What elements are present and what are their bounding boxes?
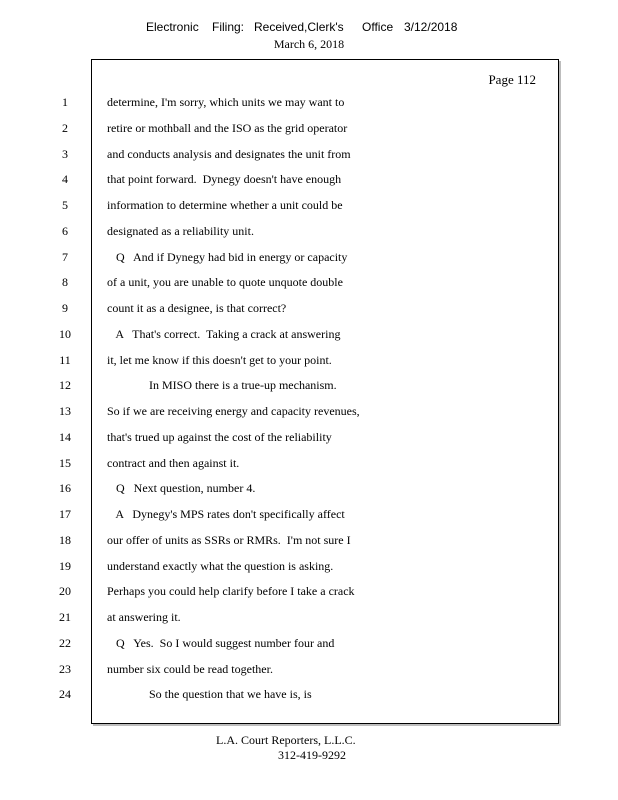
transcript-line-text: it, let me know if this doesn't get to your point. [107,353,332,367]
transcript-line-text: So if we are receiving energy and capacity revenues, [107,404,360,418]
line-number: 12 [59,378,71,392]
filing-header-word-received: Received,Clerk's [254,20,344,34]
transcript-line-text: Q And if Dynegy had bid in energy or capacity [107,250,348,264]
transcript-line-text: A Dynegy's MPS rates don't specifically affect [107,507,345,521]
line-number: 16 [59,481,71,495]
transcript-line-text: understand exactly what the question is asking. [107,559,334,573]
line-number: 13 [59,404,71,418]
transcript-line-text: contract and then against it. [107,456,240,470]
line-number: 6 [62,224,68,238]
line-number: 11 [59,353,71,367]
filing-date-stamp: 3/12/2018 [404,20,458,34]
court-reporter-phone: 312-419-9292 [278,748,346,762]
transcript-line-text: In MISO there is a true-up mechanism. [107,378,337,392]
transcript-line-text: So the question that we have is, is [107,687,312,701]
transcript-line-text: our offer of units as SSRs or RMRs. I'm not sure I [107,533,351,547]
line-number: 18 [59,533,71,547]
line-number: 15 [59,456,71,470]
line-number: 20 [59,584,71,598]
line-number: 14 [59,430,71,444]
filing-header-word-electronic: Electronic [146,20,199,34]
line-number: 24 [59,687,71,701]
transcript-line-text: designated as a reliability unit. [107,224,254,238]
transcript-line-text: number six could be read together. [107,662,273,676]
court-reporter-name: L.A. Court Reporters, L.L.C. [216,733,356,747]
transcript-line-text: retire or mothball and the ISO as the grid operator [107,121,348,135]
line-number: 3 [62,147,68,161]
transcript-line-text: Perhaps you could help clarify before I take a crack [107,584,355,598]
line-number: 8 [62,275,68,289]
transcript-line-text: Q Next question, number 4. [107,481,256,495]
line-number: 1 [62,95,68,109]
transcript-line-text: of a unit, you are unable to quote unquote double [107,275,343,289]
line-number: 23 [59,662,71,676]
line-number: 21 [59,610,71,624]
transcript-line-text: count it as a designee, is that correct? [107,301,287,315]
line-number: 10 [59,327,71,341]
line-number: 2 [62,121,68,135]
page-number: Page 112 [488,72,536,87]
filing-header-word-filing: Filing: [212,20,245,34]
filing-header-word-office: Office [362,20,394,34]
transcript-line-text: information to determine whether a unit could be [107,198,343,212]
transcript-line-text: at answering it. [107,610,181,624]
transcript-line-text: that point forward. Dynegy doesn't have enough [107,172,342,186]
line-number: 19 [59,559,71,573]
line-number: 5 [62,198,68,212]
hearing-date: March 6, 2018 [273,37,345,51]
filing-header [0,20,618,36]
line-number: 4 [62,172,68,186]
line-number: 17 [59,507,71,521]
line-number: 7 [62,250,68,264]
line-number: 22 [59,636,71,650]
line-number: 9 [62,301,68,315]
transcript-line-text: determine, I'm sorry, which units we may want to [107,95,345,109]
transcript-line-text: Q Yes. So I would suggest number four and [107,636,335,650]
transcript-line-text: that's trued up against the cost of the reliability [107,430,332,444]
transcript-line-text: A That's correct. Taking a crack at answering [107,327,341,341]
transcript-line-text: and conducts analysis and designates the unit from [107,147,351,161]
